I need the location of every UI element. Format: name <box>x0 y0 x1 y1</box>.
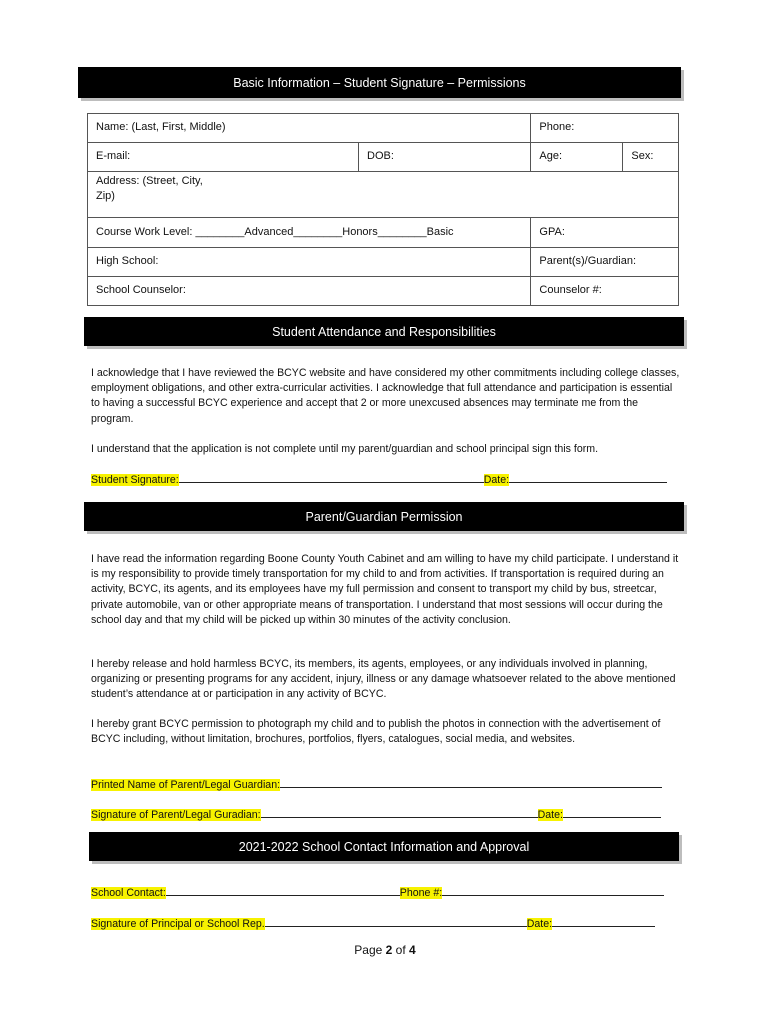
student-signature-line[interactable] <box>179 472 484 483</box>
phone-label: Phone: <box>539 121 575 133</box>
sex-label: Sex: <box>631 150 654 162</box>
name-label: Name: (Last, First, Middle) <box>96 121 226 133</box>
section-header-parent-permission <box>84 502 684 531</box>
dob-cell[interactable] <box>359 143 531 172</box>
section-title: Basic Information – Student Signature – Permissions <box>233 75 526 90</box>
basic-info-table <box>87 113 679 306</box>
principal-signature-row[interactable] <box>91 916 655 930</box>
gpa-label: GPA: <box>539 226 565 238</box>
page-number <box>0 943 770 957</box>
high-school-label: High School: <box>96 255 159 267</box>
photo-permission-paragraph: I hereby grant BCYC permission to photograph my child and to publish the photos in connection with the advertisement of BCYC including, without limitation, brochures, portfolios, flyers, catalogues, social media, and websites. <box>91 718 661 746</box>
parent-guardian-label: Parent(s)/Guardian: <box>539 255 637 267</box>
section-title: Student Attendance and Responsibilities <box>272 324 496 339</box>
parent-signature-label: Signature of Parent/Legal Guradian: <box>91 809 261 821</box>
attendance-paragraph: I acknowledge that I have reviewed the BCYC website and have considered my other commitments including college classes, employment obligations, and other extra-curricular activities. I acknowledge that full attendance and participation is essential to having a successful BCYC experience and accept that 2 or more unexcused absences may terminate me from the program. <box>91 367 680 425</box>
section-title: Parent/Guardian Permission <box>305 509 463 524</box>
principal-signature-label: Signature of Principal or School Rep. <box>91 918 265 930</box>
page-current: 2 <box>385 943 393 957</box>
course-level-label: Course Work Level: ________Advanced________Honors________Basic <box>96 226 454 238</box>
address-label-line2: Zip) <box>96 189 115 202</box>
student-signature-label: Student Signature: <box>91 474 179 486</box>
student-date-line[interactable] <box>509 472 667 483</box>
parent-permission-paragraph: I have read the information regarding Boone County Youth Cabinet and am willing to have my child participate. I understand it is my responsibility to provide timely transportation for my child to and from activities. If transportation is required during an activity, BCYC, its agents, and its employees have my full permission and consent to transport my child by bus, streetcar, private automobile, van or other appropriate means of transportation. I understand that most sessions will occur during the school day and that my child will be picked up within 30 minutes of the activity conclusion. <box>91 553 679 626</box>
school-counselor-label: School Counselor: <box>96 284 186 296</box>
school-contact-row[interactable] <box>91 885 664 899</box>
address-cell[interactable] <box>88 172 679 218</box>
counselor-number-cell[interactable] <box>531 277 679 306</box>
printed-name-line[interactable] <box>280 777 662 788</box>
principal-signature-line[interactable] <box>265 916 527 927</box>
principal-date-line[interactable] <box>552 916 655 927</box>
phone-cell[interactable] <box>531 114 679 143</box>
gpa-cell[interactable] <box>531 218 679 248</box>
school-contact-line[interactable] <box>166 885 400 896</box>
name-cell[interactable] <box>88 114 531 143</box>
section-header-basic-info <box>78 67 681 98</box>
page-word: Page <box>354 943 383 957</box>
release-paragraph: I hereby release and hold harmless BCYC, its members, its agents, employees, or any individuals involved in planning, organizing or presenting programs for any accident, injury, illness or any damage whatsoever related to the above mentioned student’s attendance at or participation in any activity of BCYC. <box>91 658 676 701</box>
student-signature-row[interactable] <box>91 472 667 486</box>
of-word: of <box>395 943 406 957</box>
student-date-label: Date: <box>483 474 510 486</box>
page-total: 4 <box>409 943 416 957</box>
address-label-line1: Address: (Street, City, <box>96 175 203 187</box>
application-note: I understand that the application is not complete until my parent/guardian and school principal sign this form. <box>91 443 599 455</box>
dob-label: DOB: <box>367 150 394 162</box>
section-title: 2021-2022 School Contact Information and Approval <box>238 839 530 854</box>
printed-name-label: Printed Name of Parent/Legal Guardian: <box>91 779 281 791</box>
printed-name-row[interactable] <box>91 777 662 791</box>
section-header-school-contact <box>89 832 679 861</box>
school-phone-label: Phone #: <box>399 887 443 899</box>
parent-signature-row[interactable] <box>91 807 661 821</box>
school-contact-label: School Contact: <box>91 887 166 899</box>
sex-cell[interactable] <box>623 143 679 172</box>
email-label: E-mail: <box>96 150 131 162</box>
parent-guardian-cell[interactable] <box>531 248 679 277</box>
school-counselor-cell[interactable] <box>88 277 531 306</box>
course-level-cell[interactable] <box>88 218 531 248</box>
age-cell[interactable] <box>531 143 623 172</box>
parent-date-line[interactable] <box>563 807 661 818</box>
high-school-cell[interactable] <box>88 248 531 277</box>
age-label: Age: <box>539 150 563 162</box>
email-cell[interactable] <box>88 143 359 172</box>
section-header-attendance <box>84 317 684 346</box>
parent-date-label: Date: <box>537 809 563 821</box>
parent-signature-line[interactable] <box>261 807 538 818</box>
principal-date-label: Date: <box>526 918 553 930</box>
counselor-number-label: Counselor #: <box>539 284 602 296</box>
school-phone-line[interactable] <box>442 885 664 896</box>
